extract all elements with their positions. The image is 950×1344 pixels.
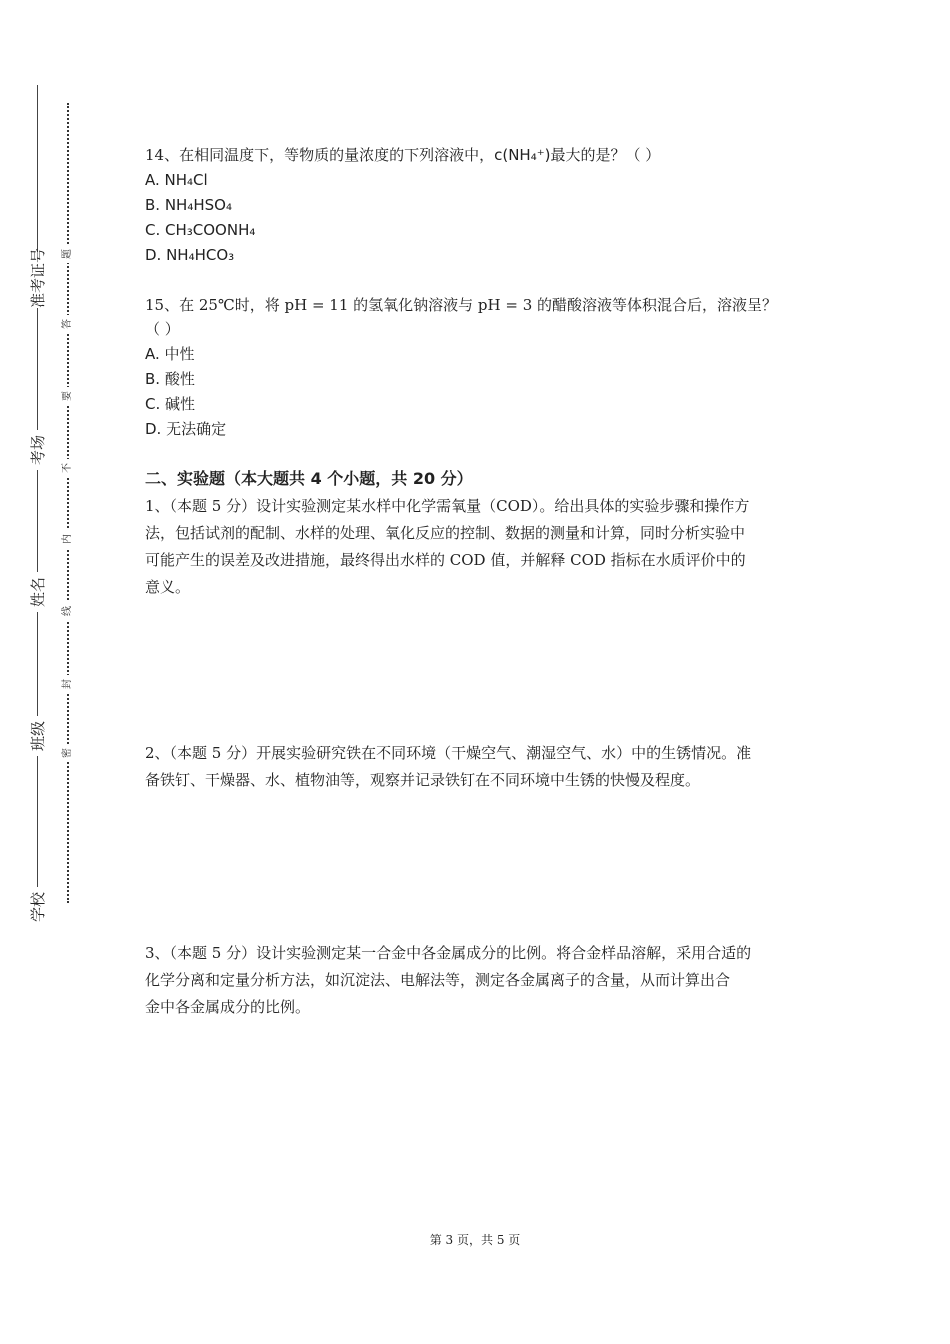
experiment-question-1 <box>145 493 820 601</box>
seal-char: 封 <box>60 675 76 693</box>
question-number: 14、 <box>145 146 180 164</box>
section-2-title: 二、实验题（本大题共 4 个小题，共 20 分） <box>145 469 473 488</box>
question-15-option-c: C. 碱性 <box>145 395 196 413</box>
binding-line-solid <box>37 85 38 923</box>
seal-char: 密 <box>60 744 76 762</box>
question-14-option-b: B. NH₄HSO₄ <box>145 196 232 214</box>
paragraph-line: 2、（本题 5 分）开展实验研究铁在不同环境（干燥空气、潮湿空气、水）中的生锈情况。准 <box>145 744 752 762</box>
paragraph-line: 可能产生的误差及改进措施，最终得出水样的 COD 值，并解释 COD 指标在水质评价中的 <box>145 551 746 569</box>
question-14-option-a: A. NH₄Cl <box>145 171 208 189</box>
field-class-label: 班级 <box>24 716 52 756</box>
field-school-label: 学校 <box>24 887 52 927</box>
paragraph-line: 意义。 <box>145 578 191 596</box>
page-footer: 第 3 页，共 5 页 <box>429 1233 521 1247</box>
seal-char: 答 <box>60 315 76 333</box>
question-stem-text: 在相同温度下，等物质的量浓度的下列溶液中， <box>179 146 495 164</box>
seal-char: 题 <box>60 245 76 263</box>
paragraph-line: 1、（本题 5 分）设计实验测定某水样中化学需氧量（COD）。给出具体的实验步骤和操作方 <box>145 497 750 515</box>
question-15-option-a: A. 中性 <box>145 345 195 363</box>
paragraph-line: 3、（本题 5 分）设计实验测定某一合金中各金属成分的比例。将合金样品溶解，采用合适的 <box>145 944 752 962</box>
field-exam-room-label: 考场 <box>24 430 52 470</box>
paragraph-line: 金中各金属成分的比例。 <box>145 998 311 1016</box>
question-14-option-d: D. NH₄HCO₃ <box>145 246 235 264</box>
experiment-question-2 <box>145 740 820 794</box>
question-14-stem <box>145 143 660 168</box>
seal-char: 内 <box>60 530 76 548</box>
question-number: 15、 <box>145 296 180 314</box>
seal-char: 要 <box>60 387 76 405</box>
question-stem-text: 在 25℃时，将 pH = 11 的氢氧化钠溶液与 pH = 3 的醋酸溶液等体积混合后，溶液呈？ <box>179 296 778 314</box>
question-15-option-d: D. 无法确定 <box>145 420 227 438</box>
paragraph-line: 法，包括试剂的配制、水样的处理、氧化反应的控制、数据的测量和计算，同时分析实验中 <box>145 524 746 542</box>
question-stem-formula: c(NH₄⁺) <box>494 146 551 164</box>
question-15-option-b: B. 酸性 <box>145 370 195 388</box>
experiment-question-3 <box>145 940 820 1021</box>
question-15-stem-blank: （ ） <box>145 320 180 338</box>
seal-char: 线 <box>60 602 76 620</box>
field-exam-id-label: 准考证号 <box>24 252 52 308</box>
paragraph-line: 化学分离和定量分析方法，如沉淀法、电解法等，测定各金属离子的含量，从而计算出合 <box>145 971 731 989</box>
paragraph-line: 备铁钉、干燥器、水、植物油等，观察并记录铁钉在不同环境中生锈的快慢及程度。 <box>145 771 701 789</box>
question-15-stem <box>145 293 777 318</box>
seal-line-dotted <box>67 103 69 903</box>
seal-char: 不 <box>60 459 76 477</box>
field-name-label: 姓名 <box>24 572 52 612</box>
question-stem-text: 最大的是？（ ） <box>550 146 661 164</box>
question-14-option-c: C. CH₃COONH₄ <box>145 221 256 239</box>
